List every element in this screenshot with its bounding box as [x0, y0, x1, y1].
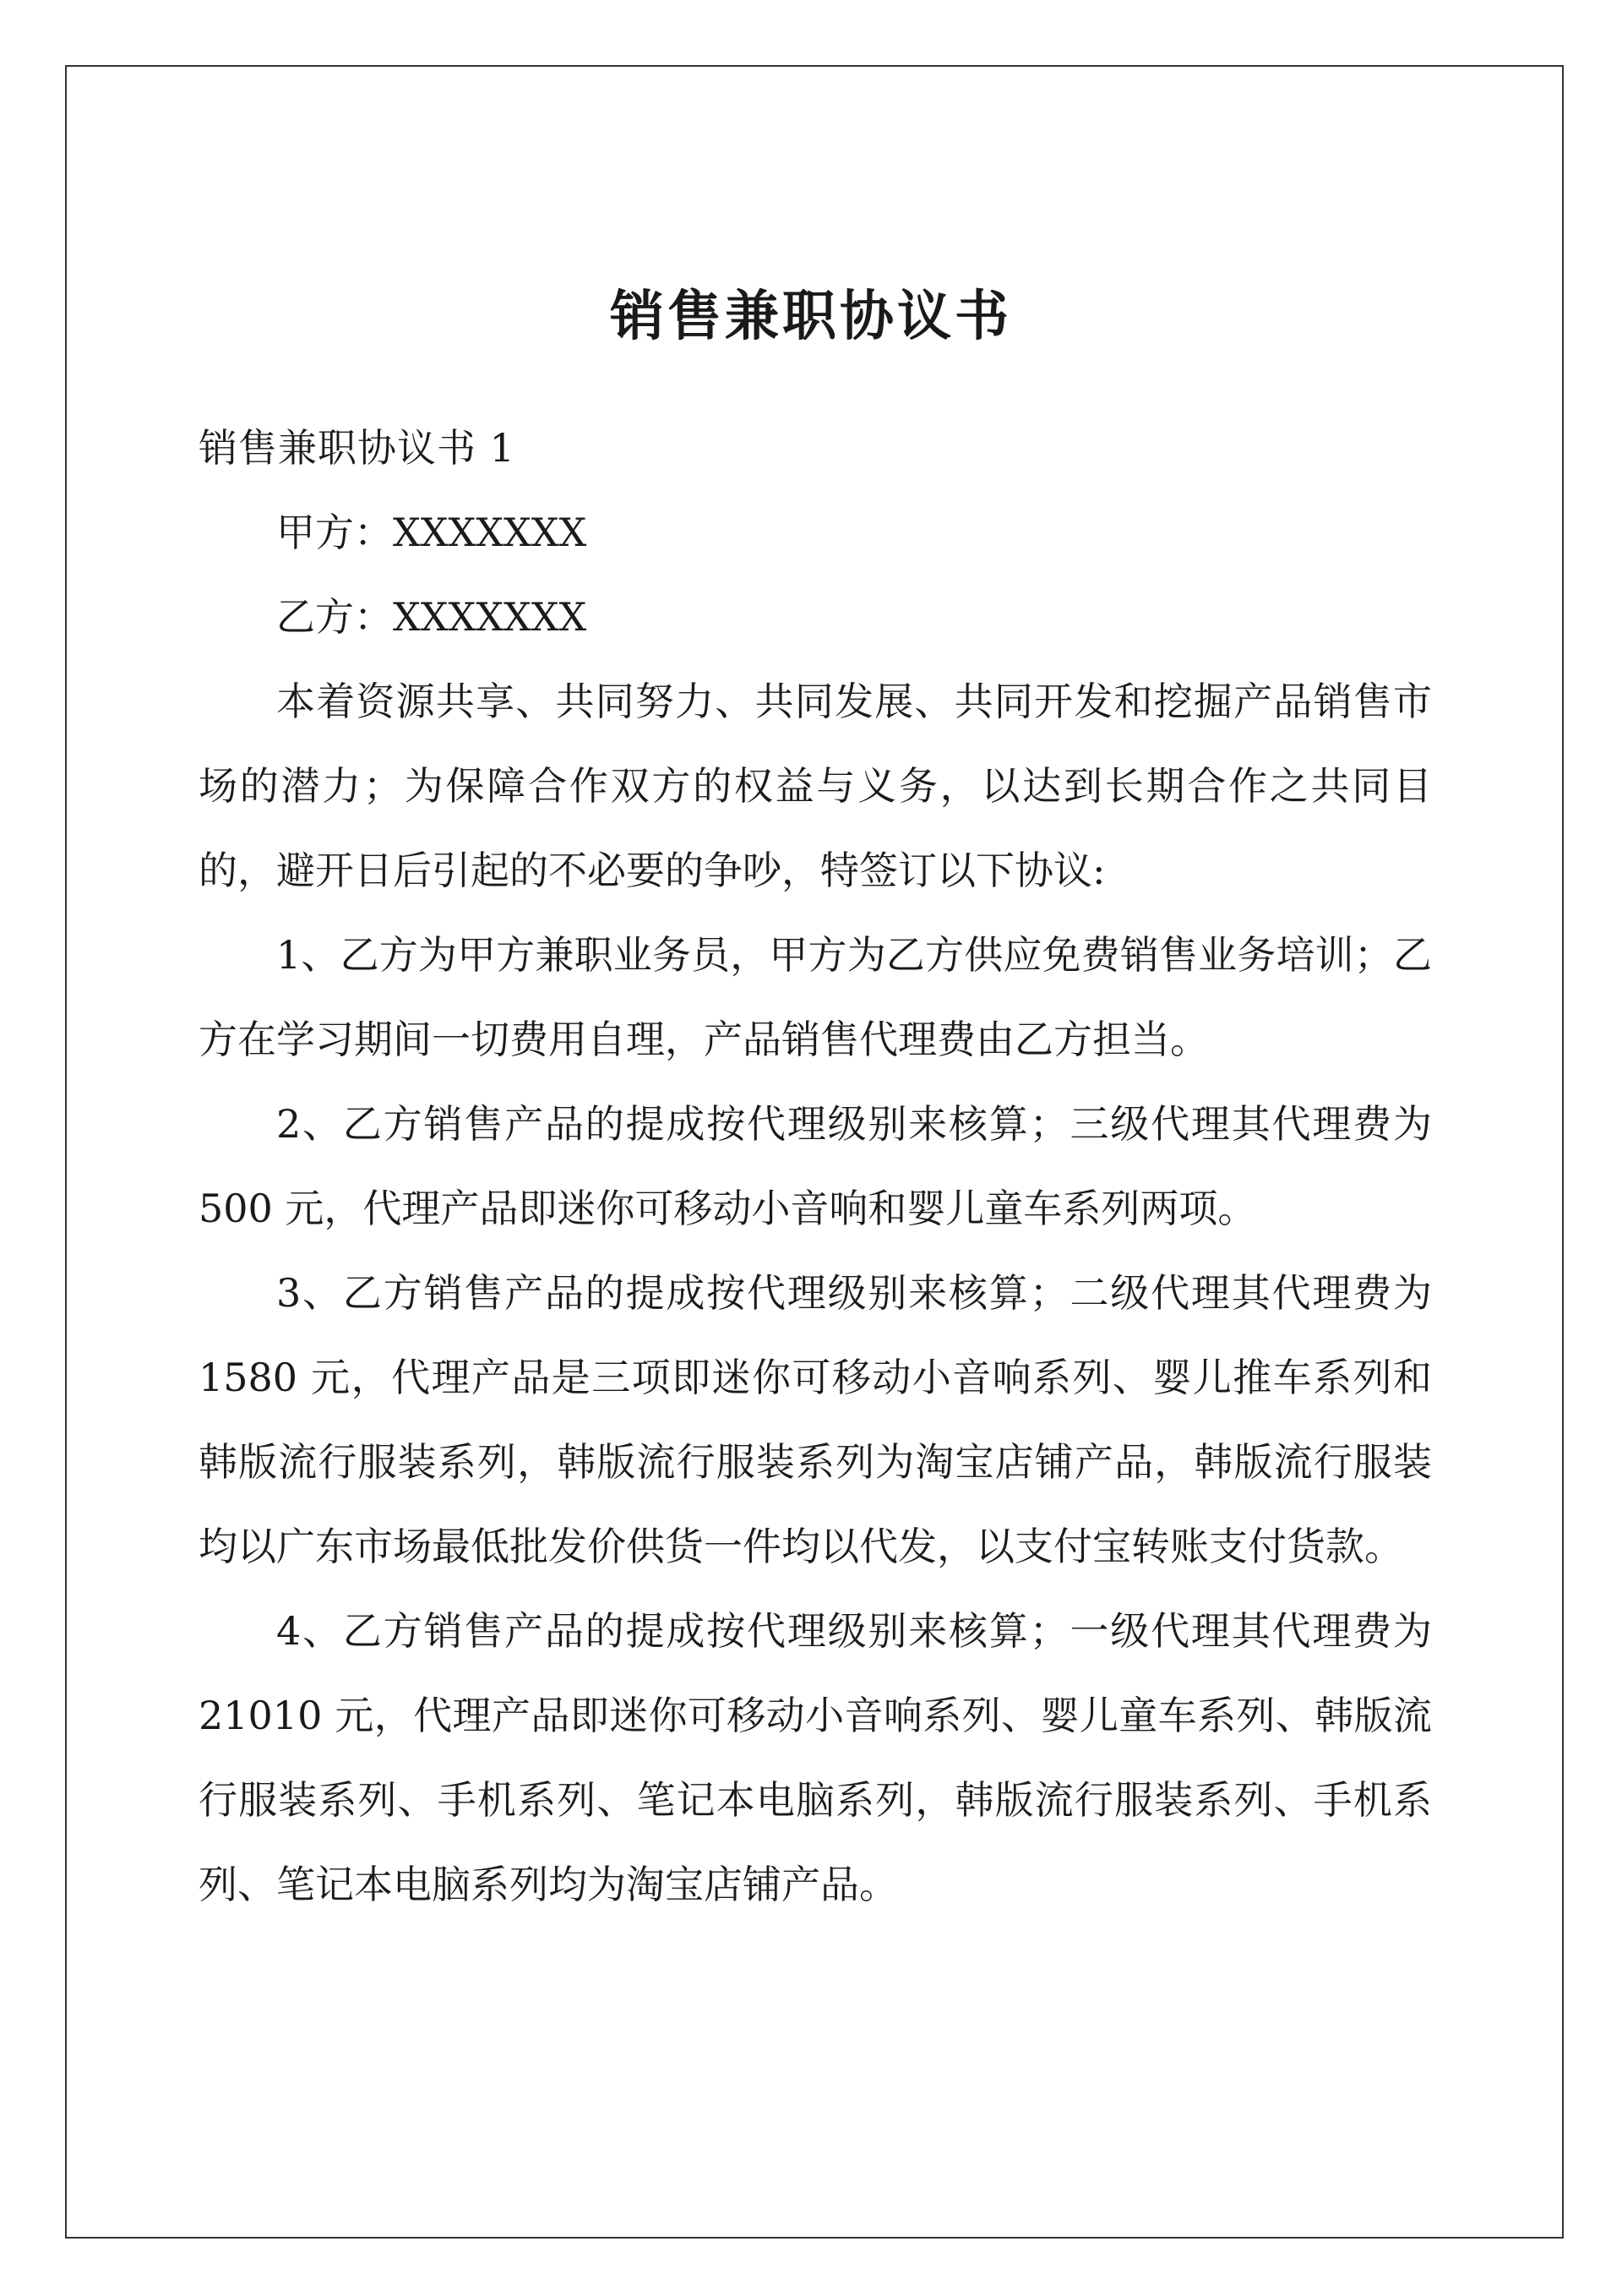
- clause-1-paragraph: 1、乙方为甲方兼职业务员，甲方为乙方供应免费销售业务培训；乙方在学习期间一切费用自理，产品销售代理费由乙方担当。: [199, 932, 1432, 1062]
- party-a: 甲方：XXXXXXX: [276, 510, 587, 555]
- clause-4-paragraph: 4、乙方销售产品的提成按代理级别来核算；一级代理其代理费为 21010 元，代理产品即迷你可移动小音响系列、婴儿童车系列、韩版流行服装系列、手机系列、笔记本电脑系列，韩版流行服装系列、手机系列、笔记本电脑系列均为淘宝店铺产品。: [199, 1608, 1432, 1907]
- clause-2-paragraph: 2、乙方销售产品的提成按代理级别来核算；三级代理其代理费为 500 元，代理产品即迷你可移动小音响和婴儿童车系列两项。: [199, 1101, 1432, 1231]
- party-b: 乙方：XXXXXXX: [276, 594, 587, 640]
- clause-3-paragraph: 3、乙方销售产品的提成按代理级别来核算；二级代理其代理费为 1580 元，代理产品是三项即迷你可移动小音响系列、婴儿推车系列和韩版流行服装系列，韩版流行服装系列为淘宝店铺产品，韩版流行服装均以广东市场最低批发价供货一件均以代发，以支付宝转账支付货款。: [199, 1270, 1432, 1569]
- preamble-paragraph: 本着资源共享、共同努力、共同发展、共同开发和挖掘产品销售市场的潜力；为保障合作双方的权益与义务，以达到长期合作之共同目的，避开日后引起的不必要的争吵，特签订以下协议:: [199, 679, 1432, 893]
- document-title: 销售兼职协议书: [610, 284, 1012, 348]
- document-body: [199, 406, 1432, 1927]
- document-subtitle: 销售兼职协议书 1: [199, 425, 515, 471]
